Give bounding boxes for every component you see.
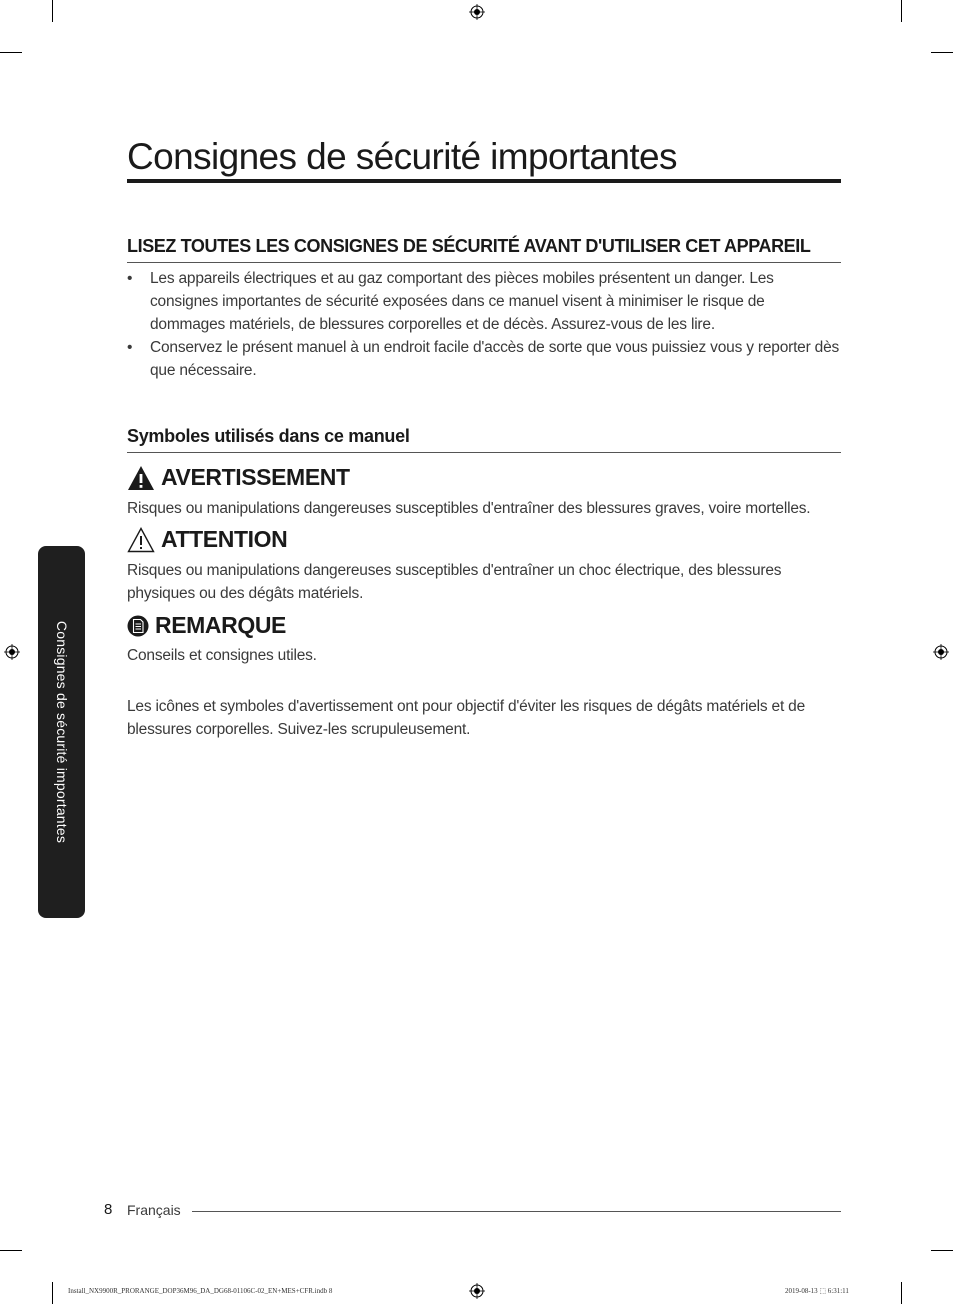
warning-text: Risques ou manipulations dangereuses susceptibles d'entraîner des blessures graves, voire mortelles. [127,500,811,517]
print-slug-filename: Install_NX9900R_PRORANGE_DOP36M96_DA_DG68-01106C-02_EN+MES+CFR.indb 8 [68,1287,333,1295]
note-document-icon [127,614,149,638]
list-item [127,336,841,382]
registration-mark-icon [933,644,949,660]
note-heading [127,612,286,639]
page-title: Consignes de sécurité importantes [127,136,677,177]
page-number: 8 [104,1201,113,1218]
bullet-glyph: • [127,339,133,356]
registration-mark-icon [469,4,485,20]
registration-mark-icon [4,644,20,660]
side-tab-label: Consignes de sécurité importantes [53,620,70,844]
bullet-glyph: • [127,270,133,287]
note-title: REMARQUE [155,612,286,638]
warning-title: AVERTISSEMENT [161,464,350,490]
crop-mark [901,0,902,22]
caution-title: ATTENTION [161,526,288,552]
crop-mark [931,1250,953,1251]
crop-mark [52,1282,53,1304]
list-item [127,267,841,336]
caution-outline-triangle-icon [127,527,155,553]
registration-mark-icon [469,1283,485,1299]
bullet-text: Conservez le présent manuel à un endroit facile d'accès de sorte que vous puissiez vous y reporter dès que nécessaire. [150,339,840,379]
safety-bullet-list [127,267,841,382]
crop-mark [52,0,53,22]
section-rule [127,262,841,263]
footer-language: Français [127,1202,181,1218]
warning-heading [127,464,350,491]
caution-heading [127,526,287,553]
caution-text: Risques ou manipulations dangereuses susceptibles d'entraîner un choc électrique, des blessures physiques ou des dégâts matériels. [127,562,782,602]
footer-rule [192,1211,841,1212]
crop-mark [931,52,953,53]
bullet-text: Les appareils électriques et au gaz comportant des pièces mobiles présentent un danger. Les consignes importantes de sécurité exposées dans ce manuel visent à minimiser le risque de dommages matériels, de blessures corporelles et de décès. Assurez-vous de les lire. [150,270,774,333]
print-slug-timestamp: 2019-08-13 ⬚ 6:31:11 [785,1287,849,1295]
side-chapter-tab [38,546,85,918]
crop-mark [0,52,22,53]
symbols-heading: Symboles utilisés dans ce manuel [127,426,410,446]
title-rule [127,179,841,183]
warning-filled-triangle-icon [127,465,155,491]
symbols-rule [127,452,841,453]
crop-mark [0,1250,22,1251]
section-heading: LISEZ TOUTES LES CONSIGNES DE SÉCURITÉ AVANT D'UTILISER CET APPAREIL [127,236,811,256]
crop-mark [901,1282,902,1304]
note-text: Conseils et consignes utiles. [127,647,317,664]
closing-paragraph: Les icônes et symboles d'avertissement ont pour objectif d'éviter les risques de dégâts matériels et de blessures corporelles. Suivez-les scrupuleusement. [127,698,806,738]
